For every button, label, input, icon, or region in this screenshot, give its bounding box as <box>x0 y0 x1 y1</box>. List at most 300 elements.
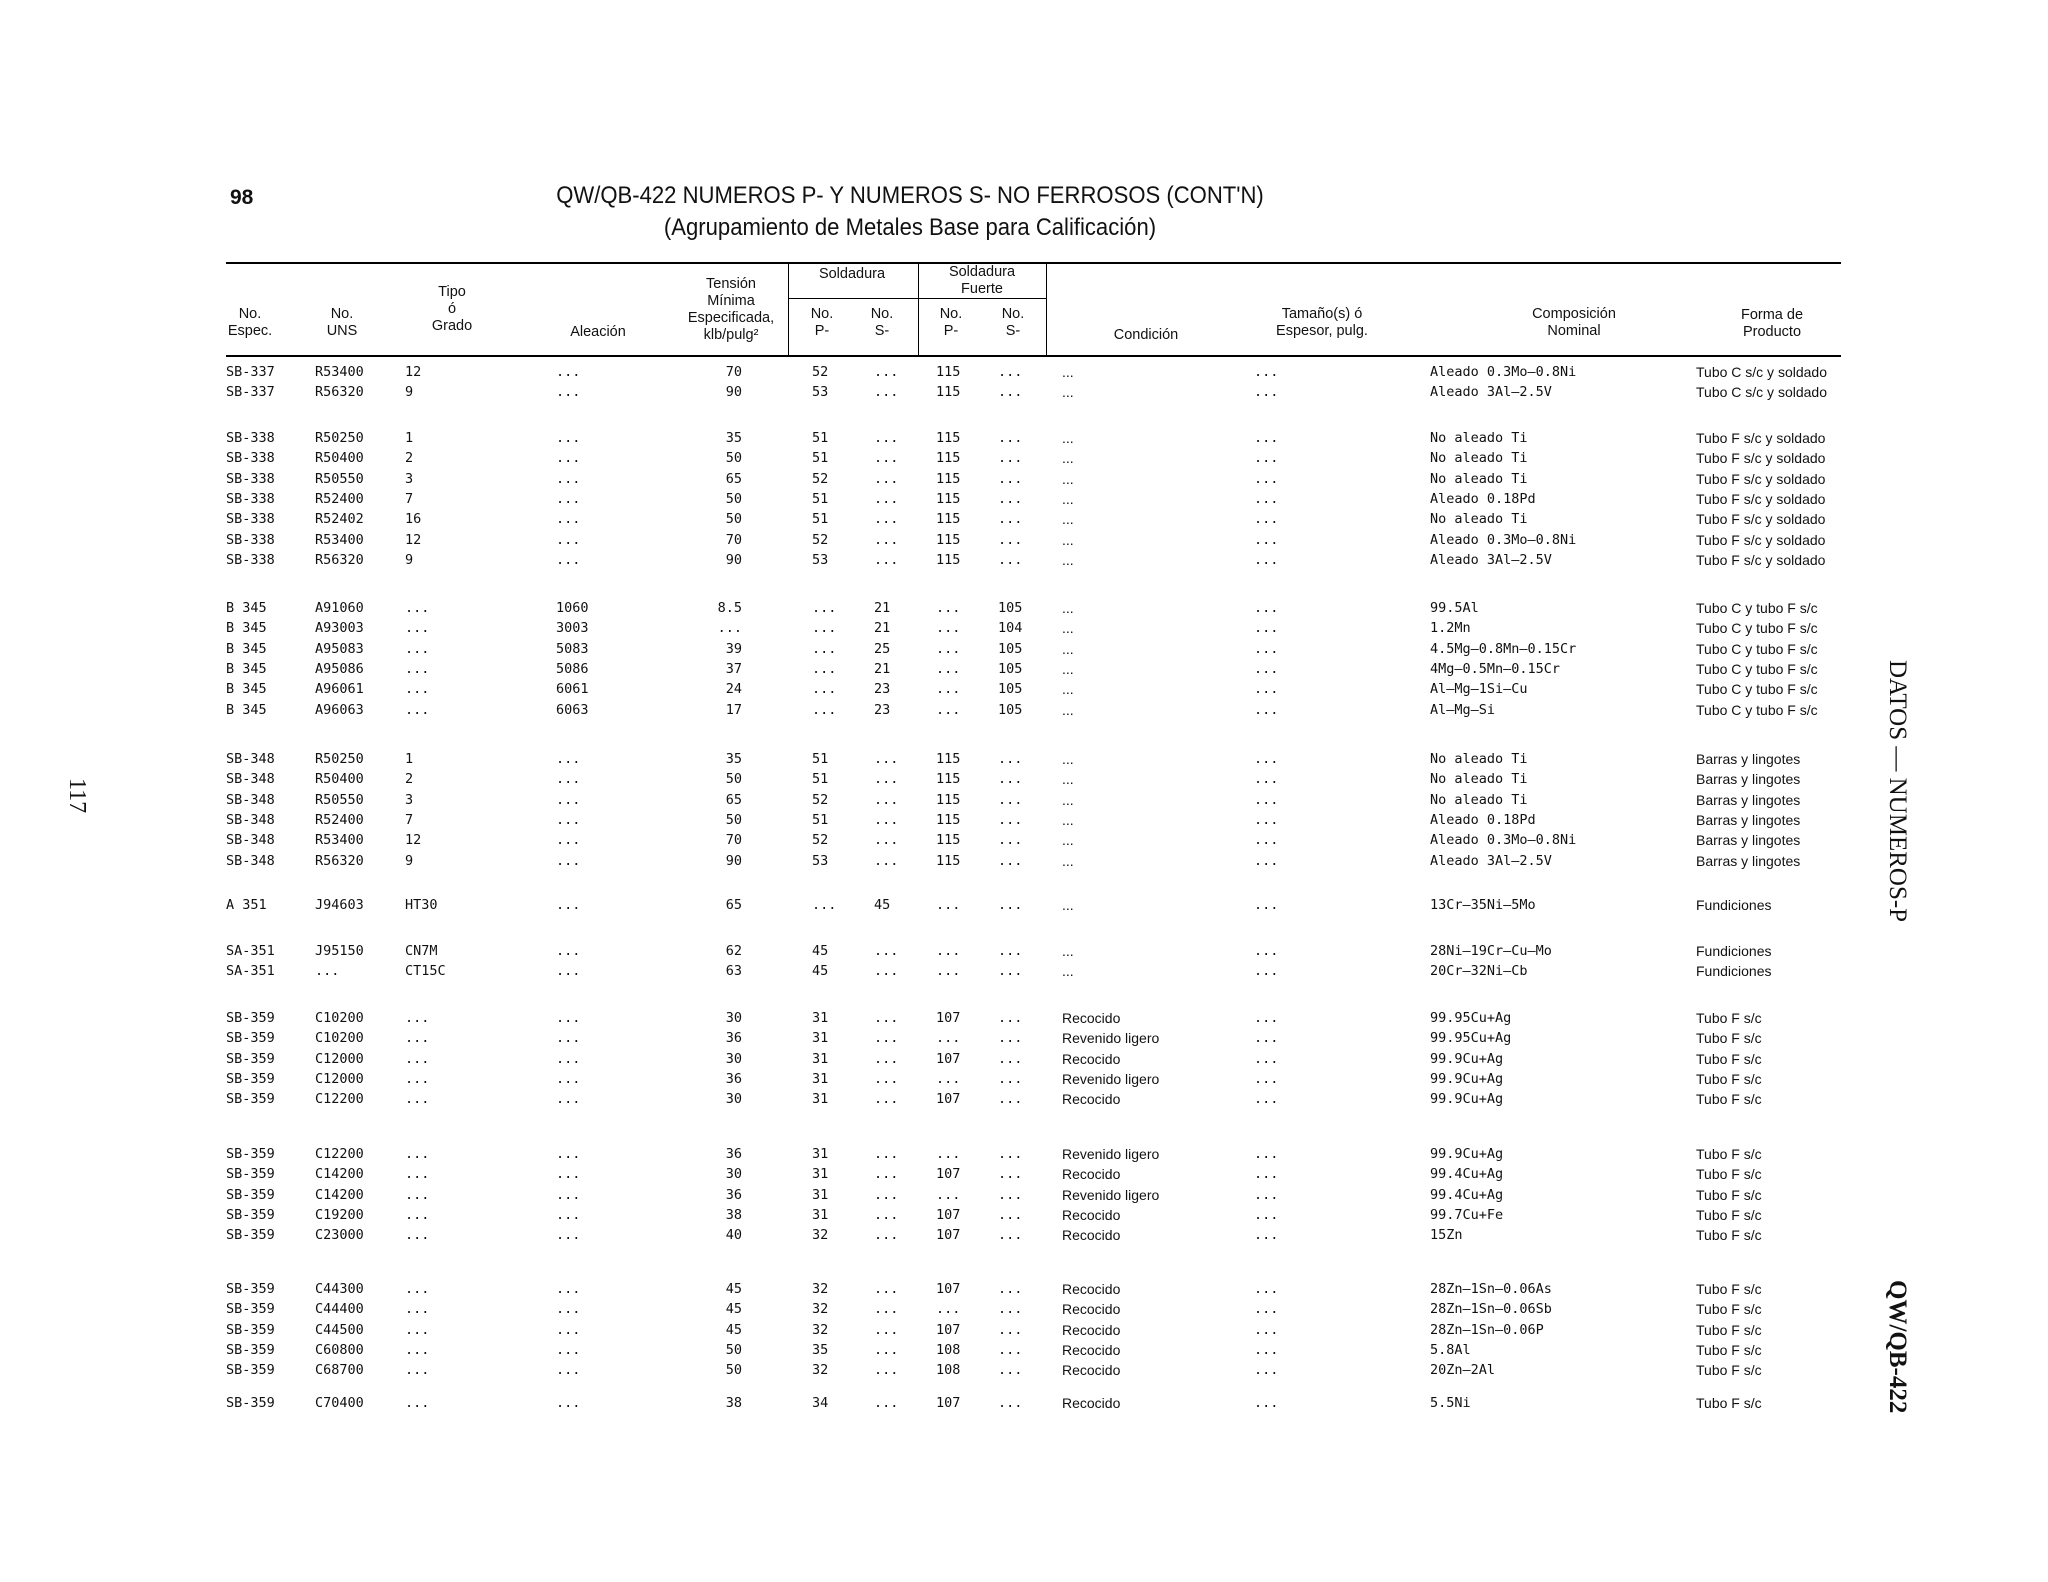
cell-p-no-brazing: 115 <box>936 852 961 869</box>
cell-tipo: ... <box>405 1206 430 1223</box>
cell-tension: 65 <box>725 897 742 913</box>
header-no-s2: No. S- <box>1001 306 1025 339</box>
cell-p-no: 32 <box>812 1362 829 1379</box>
cell-s-no-brazing: ... <box>998 1186 1023 1203</box>
cell-tension: 38 <box>725 1206 742 1223</box>
cell-p-no-brazing: 115 <box>936 811 961 828</box>
cell-condicion: Recocido <box>1062 1281 1121 1297</box>
cell-forma: Barras y lingotes <box>1696 771 1801 788</box>
cell-tamano: ... <box>1254 1166 1279 1183</box>
cell-s-no: 21 <box>874 660 891 677</box>
cell-aleacion: ... <box>556 531 581 548</box>
header-no-s: No. S- <box>870 306 894 339</box>
cell-composicion: 20Cr–32Ni–Cb <box>1430 963 1528 980</box>
cell-p-no: 51 <box>812 450 829 467</box>
cell-tamano: ... <box>1254 1321 1279 1338</box>
cell-s-no: ... <box>874 1395 899 1411</box>
cell-tipo: ... <box>405 620 430 637</box>
header-divider <box>788 298 1046 299</box>
cell-p-no-brazing: 107 <box>936 1395 961 1411</box>
cell-composicion: No aleado Ti <box>1430 470 1528 487</box>
cell-s-no-brazing: ... <box>998 1166 1023 1183</box>
cell-s-no: ... <box>874 1301 899 1318</box>
cell-tension: 50 <box>725 1341 742 1358</box>
cell-p-no: 51 <box>812 811 829 828</box>
cell-tamano: ... <box>1254 1281 1279 1297</box>
cell-tension: 50 <box>725 450 742 467</box>
cell-s-no-brazing: ... <box>998 1281 1023 1297</box>
cell-tipo: 3 <box>405 470 414 487</box>
cell-composicion: 28Zn–1Sn–0.06P <box>1430 1321 1544 1338</box>
cell-uns: J95150 <box>315 943 364 959</box>
cell-forma: Tubo F s/c y soldado <box>1696 531 1826 548</box>
cell-s-no: ... <box>874 1070 899 1087</box>
cell-forma: Tubo C y tubo F s/c <box>1696 600 1818 616</box>
cell-tipo: 2 <box>405 450 414 467</box>
cell-s-no-brazing: ... <box>998 811 1023 828</box>
cell-condicion: ... <box>1062 531 1074 548</box>
cell-p-no-brazing: ... <box>936 640 961 657</box>
cell-tamano: ... <box>1254 600 1279 616</box>
cell-p-no-brazing: 115 <box>936 430 961 446</box>
cell-s-no: ... <box>874 531 899 548</box>
cell-tipo: ... <box>405 1301 430 1318</box>
cell-p-no-brazing: ... <box>936 897 961 913</box>
cell-aleacion: ... <box>556 1321 581 1338</box>
cell-aleacion: ... <box>556 791 581 808</box>
cell-composicion: Aleado 3Al–2.5V <box>1430 384 1552 401</box>
cell-aleacion: ... <box>556 1050 581 1067</box>
cell-forma: Fundiciones <box>1696 963 1772 980</box>
cell-composicion: 99.4Cu+Ag <box>1430 1166 1504 1183</box>
cell-s-no: ... <box>874 1030 899 1047</box>
cell-composicion: 99.9Cu+Ag <box>1430 1091 1504 1108</box>
cell-tension: 62 <box>725 943 742 959</box>
cell-aleacion: ... <box>556 897 581 913</box>
cell-condicion: ... <box>1062 897 1074 913</box>
cell-composicion: No aleado Ti <box>1430 791 1528 808</box>
cell-tipo: ... <box>405 701 430 718</box>
cell-p-no-brazing: 115 <box>936 791 961 808</box>
cell-condicion: ... <box>1062 430 1074 446</box>
cell-forma: Tubo C y tubo F s/c <box>1696 640 1818 657</box>
cell-tipo: 9 <box>405 852 414 869</box>
cell-aleacion: ... <box>556 1362 581 1379</box>
cell-uns: ... <box>315 963 340 980</box>
cell-forma: Tubo F s/c y soldado <box>1696 430 1826 446</box>
cell-s-no-brazing: 105 <box>998 701 1023 718</box>
cell-aleacion: ... <box>556 811 581 828</box>
cell-forma: Tubo F s/c <box>1696 1362 1762 1379</box>
cell-s-no-brazing: ... <box>998 430 1023 446</box>
cell-p-no-brazing: ... <box>936 1030 961 1047</box>
cell-forma: Tubo F s/c <box>1696 1186 1762 1203</box>
cell-s-no: ... <box>874 832 899 849</box>
cell-tipo: ... <box>405 1341 430 1358</box>
cell-tension: 50 <box>725 1362 742 1379</box>
cell-tension: 45 <box>725 1281 742 1297</box>
cell-tamano: ... <box>1254 1091 1279 1108</box>
cell-p-no-brazing: ... <box>936 701 961 718</box>
cell-spec: SB-348 <box>226 771 275 788</box>
cell-tipo: ... <box>405 1395 430 1411</box>
cell-s-no-brazing: ... <box>998 1070 1023 1087</box>
cell-tension: 17 <box>725 701 742 718</box>
cell-s-no-brazing: ... <box>998 1341 1023 1358</box>
cell-tamano: ... <box>1254 852 1279 869</box>
cell-condicion: ... <box>1062 943 1074 959</box>
cell-s-no-brazing: ... <box>998 771 1023 788</box>
cell-p-no: 32 <box>812 1301 829 1318</box>
cell-uns: A95083 <box>315 640 364 657</box>
cell-spec: SA-351 <box>226 943 275 959</box>
cell-tipo: 3 <box>405 791 414 808</box>
cell-forma: Tubo F s/c <box>1696 1030 1762 1047</box>
cell-composicion: 99.7Cu+Fe <box>1430 1206 1504 1223</box>
cell-uns: C70400 <box>315 1395 364 1411</box>
cell-uns: R50400 <box>315 771 364 788</box>
cell-tamano: ... <box>1254 490 1279 507</box>
cell-condicion: Revenido ligero <box>1062 1186 1160 1203</box>
cell-aleacion: ... <box>556 852 581 869</box>
cell-s-no: ... <box>874 1341 899 1358</box>
cell-composicion: 28Ni–19Cr–Cu–Mo <box>1430 943 1552 959</box>
cell-tipo: ... <box>405 640 430 657</box>
cell-composicion: 13Cr–35Ni–5Mo <box>1430 897 1536 913</box>
cell-spec: SB-348 <box>226 751 275 767</box>
cell-tipo: ... <box>405 1010 430 1026</box>
cell-tension: 45 <box>725 1301 742 1318</box>
cell-tipo: ... <box>405 1030 430 1047</box>
cell-composicion: 5.8Al <box>1430 1341 1471 1358</box>
cell-spec: SB-348 <box>226 852 275 869</box>
cell-tension: 39 <box>725 640 742 657</box>
cell-uns: C44400 <box>315 1301 364 1318</box>
cell-s-no: 45 <box>874 897 891 913</box>
cell-condicion: ... <box>1062 791 1074 808</box>
cell-s-no-brazing: ... <box>998 1395 1023 1411</box>
cell-forma: Barras y lingotes <box>1696 791 1801 808</box>
cell-s-no-brazing: ... <box>998 852 1023 869</box>
cell-uns: C14200 <box>315 1166 364 1183</box>
cell-p-no-brazing: ... <box>936 1301 961 1318</box>
cell-s-no: ... <box>874 852 899 869</box>
cell-forma: Tubo F s/c <box>1696 1070 1762 1087</box>
cell-spec: SB-338 <box>226 450 275 467</box>
cell-spec: SB-359 <box>226 1321 275 1338</box>
title-line-2: (Agrupamiento de Metales Base para Calificación) <box>663 214 1157 241</box>
cell-s-no: ... <box>874 1227 899 1244</box>
side-running-head-bottom: QW/QB-422 <box>1884 1280 1911 1414</box>
cell-tension: 36 <box>725 1186 742 1203</box>
cell-forma: Tubo C y tubo F s/c <box>1696 620 1818 637</box>
cell-uns: C44500 <box>315 1321 364 1338</box>
side-running-head <box>1886 660 1936 1420</box>
cell-s-no: ... <box>874 943 899 959</box>
cell-uns: C14200 <box>315 1186 364 1203</box>
cell-forma: Tubo F s/c <box>1696 1010 1762 1026</box>
cell-tipo: ... <box>405 1091 430 1108</box>
table-header-rule <box>226 355 1841 357</box>
cell-tamano: ... <box>1254 811 1279 828</box>
cell-tension: 30 <box>725 1010 742 1026</box>
cell-condicion: ... <box>1062 551 1074 568</box>
cell-tension: 45 <box>725 1321 742 1338</box>
cell-uns: R53400 <box>315 364 364 380</box>
cell-s-no-brazing: ... <box>998 1050 1023 1067</box>
cell-condicion: Recocido <box>1062 1091 1121 1108</box>
cell-composicion: 15Zn <box>1430 1227 1463 1244</box>
cell-composicion: 99.4Cu+Ag <box>1430 1186 1504 1203</box>
cell-aleacion: ... <box>556 832 581 849</box>
cell-spec: SB-359 <box>226 1281 275 1297</box>
cell-aleacion: ... <box>556 1206 581 1223</box>
cell-tipo: 7 <box>405 490 414 507</box>
cell-condicion: ... <box>1062 660 1074 677</box>
page-title <box>0 180 1820 244</box>
cell-s-no-brazing: 105 <box>998 681 1023 698</box>
cell-tension: 38 <box>725 1395 742 1411</box>
cell-tamano: ... <box>1254 1362 1279 1379</box>
cell-spec: SB-359 <box>226 1166 275 1183</box>
cell-spec: SB-359 <box>226 1341 275 1358</box>
cell-s-no: ... <box>874 430 899 446</box>
cell-p-no: 31 <box>812 1030 829 1047</box>
cell-p-no: ... <box>812 701 837 718</box>
cell-tension: 50 <box>725 511 742 528</box>
cell-s-no: 23 <box>874 681 891 698</box>
cell-p-no: 52 <box>812 531 829 548</box>
cell-condicion: Recocido <box>1062 1301 1121 1318</box>
cell-s-no: ... <box>874 1281 899 1297</box>
cell-s-no-brazing: ... <box>998 551 1023 568</box>
cell-forma: Tubo F s/c y soldado <box>1696 490 1826 507</box>
cell-aleacion: 6061 <box>556 681 589 698</box>
cell-uns: R50550 <box>315 470 364 487</box>
cell-forma: Tubo F s/c <box>1696 1301 1762 1318</box>
cell-tamano: ... <box>1254 1301 1279 1318</box>
header-divider <box>788 262 789 355</box>
cell-aleacion: 5083 <box>556 640 589 657</box>
cell-tamano: ... <box>1254 701 1279 718</box>
cell-p-no-brazing: 115 <box>936 771 961 788</box>
cell-spec: SA-351 <box>226 963 275 980</box>
cell-uns: A96063 <box>315 701 364 718</box>
cell-s-no: ... <box>874 1206 899 1223</box>
cell-p-no: 45 <box>812 943 829 959</box>
cell-aleacion: ... <box>556 1166 581 1183</box>
cell-forma: Tubo F s/c <box>1696 1206 1762 1223</box>
cell-p-no: 32 <box>812 1321 829 1338</box>
cell-s-no-brazing: ... <box>998 364 1023 380</box>
cell-composicion: Aleado 3Al–2.5V <box>1430 852 1552 869</box>
cell-condicion: Recocido <box>1062 1341 1121 1358</box>
cell-p-no: 52 <box>812 832 829 849</box>
cell-composicion: 1.2Mn <box>1430 620 1471 637</box>
cell-uns: C68700 <box>315 1362 364 1379</box>
cell-tension: 70 <box>725 364 742 380</box>
cell-s-no-brazing: ... <box>998 943 1023 959</box>
cell-p-no-brazing: 107 <box>936 1010 961 1026</box>
cell-uns: C12200 <box>315 1146 364 1162</box>
title-line-1: QW/QB-422 NUMEROS P- Y NUMEROS S- NO FERROSOS (CONT'N) <box>556 182 1264 209</box>
cell-composicion: Al–Mg–Si <box>1430 701 1496 718</box>
cell-s-no: ... <box>874 1010 899 1026</box>
cell-p-no-brazing: ... <box>936 681 961 698</box>
cell-composicion: Al–Mg–1Si–Cu <box>1430 681 1528 698</box>
cell-condicion: ... <box>1062 490 1074 507</box>
cell-p-no-brazing: 115 <box>936 531 961 548</box>
cell-condicion: ... <box>1062 771 1074 788</box>
cell-composicion: 99.9Cu+Ag <box>1430 1070 1504 1087</box>
cell-aleacion: ... <box>556 751 581 767</box>
cell-s-no: ... <box>874 490 899 507</box>
cell-condicion: ... <box>1062 852 1074 869</box>
cell-p-no: 31 <box>812 1206 829 1223</box>
cell-uns: A93003 <box>315 620 364 637</box>
cell-condicion: ... <box>1062 511 1074 528</box>
cell-tamano: ... <box>1254 897 1279 913</box>
cell-composicion: 4.5Mg–0.8Mn–0.15Cr <box>1430 640 1577 657</box>
cell-forma: Tubo F s/c <box>1696 1341 1762 1358</box>
cell-p-no: 31 <box>812 1166 829 1183</box>
cell-s-no-brazing: ... <box>998 1010 1023 1026</box>
cell-condicion: ... <box>1062 751 1074 767</box>
cell-aleacion: ... <box>556 1186 581 1203</box>
cell-tamano: ... <box>1254 791 1279 808</box>
cell-s-no-brazing: ... <box>998 450 1023 467</box>
cell-tension: 65 <box>725 791 742 808</box>
cell-forma: Tubo F s/c <box>1696 1091 1762 1108</box>
cell-tamano: ... <box>1254 1010 1279 1026</box>
cell-spec: SB-359 <box>226 1146 275 1162</box>
cell-tension: 36 <box>725 1070 742 1087</box>
cell-tipo: ... <box>405 681 430 698</box>
cell-spec: SB-359 <box>226 1206 275 1223</box>
cell-spec: B 345 <box>226 640 267 657</box>
cell-tipo: ... <box>405 600 430 616</box>
cell-composicion: 28Zn–1Sn–0.06Sb <box>1430 1301 1552 1318</box>
cell-tipo: 2 <box>405 771 414 788</box>
header-aleacion: Aleación <box>570 324 626 340</box>
cell-uns: R50550 <box>315 791 364 808</box>
cell-composicion: No aleado Ti <box>1430 450 1528 467</box>
cell-s-no: ... <box>874 811 899 828</box>
cell-condicion: ... <box>1062 364 1074 380</box>
cell-p-no-brazing: 107 <box>936 1050 961 1067</box>
cell-tamano: ... <box>1254 384 1279 401</box>
cell-tipo: 12 <box>405 531 422 548</box>
header-soldadura-fuerte: Soldadura Fuerte <box>948 264 1016 297</box>
cell-uns: C19200 <box>315 1206 364 1223</box>
cell-condicion: Revenido ligero <box>1062 1146 1160 1162</box>
cell-aleacion: ... <box>556 364 581 380</box>
cell-tamano: ... <box>1254 681 1279 698</box>
cell-forma: Tubo C s/c y soldado <box>1696 384 1827 401</box>
cell-tamano: ... <box>1254 1206 1279 1223</box>
cell-condicion: Recocido <box>1062 1166 1121 1183</box>
cell-composicion: 5.5Ni <box>1430 1395 1471 1411</box>
header-no-p2: No. P- <box>939 306 963 339</box>
cell-forma: Tubo F s/c <box>1696 1146 1762 1162</box>
cell-s-no: 21 <box>874 620 891 637</box>
header-soldadura: Soldadura <box>818 266 886 282</box>
cell-p-no: 51 <box>812 490 829 507</box>
header-tamano: Tamaño(s) ó Espesor, pulg. <box>1276 306 1368 339</box>
cell-composicion: 99.9Cu+Ag <box>1430 1050 1504 1067</box>
header-espec: No. Espec. <box>227 306 273 339</box>
cell-condicion: Recocido <box>1062 1050 1121 1067</box>
cell-tipo: HT30 <box>405 897 438 913</box>
cell-tipo: ... <box>405 1281 430 1297</box>
cell-aleacion: ... <box>556 511 581 528</box>
cell-aleacion: ... <box>556 1395 581 1411</box>
cell-s-no-brazing: 105 <box>998 600 1023 616</box>
cell-tension: 50 <box>725 811 742 828</box>
cell-s-no: ... <box>874 384 899 401</box>
header-uns: No. UNS <box>326 306 358 339</box>
cell-spec: SB-359 <box>226 1010 275 1026</box>
header-divider <box>1046 262 1047 355</box>
cell-condicion: ... <box>1062 681 1074 698</box>
cell-p-no: 51 <box>812 511 829 528</box>
cell-spec: SB-359 <box>226 1227 275 1244</box>
cell-aleacion: ... <box>556 450 581 467</box>
cell-aleacion: ... <box>556 1070 581 1087</box>
cell-p-no-brazing: ... <box>936 1146 961 1162</box>
cell-forma: Tubo F s/c <box>1696 1395 1762 1411</box>
cell-s-no-brazing: 105 <box>998 640 1023 657</box>
cell-p-no: ... <box>812 681 837 698</box>
cell-p-no-brazing: ... <box>936 1186 961 1203</box>
cell-tipo: ... <box>405 1166 430 1183</box>
cell-condicion: ... <box>1062 963 1074 980</box>
cell-spec: SB-359 <box>226 1301 275 1318</box>
cell-tamano: ... <box>1254 1186 1279 1203</box>
header-tipo: Tipo ó Grado <box>431 284 473 334</box>
cell-tamano: ... <box>1254 531 1279 548</box>
header-divider <box>918 262 919 355</box>
cell-composicion: 99.95Cu+Ag <box>1430 1010 1512 1026</box>
cell-s-no-brazing: ... <box>998 511 1023 528</box>
cell-s-no: ... <box>874 1362 899 1379</box>
cell-forma: Fundiciones <box>1696 897 1772 913</box>
cell-forma: Tubo F s/c y soldado <box>1696 470 1826 487</box>
cell-composicion: Aleado 0.3Mo–0.8Ni <box>1430 364 1577 380</box>
cell-tamano: ... <box>1254 751 1279 767</box>
cell-p-no-brazing: 107 <box>936 1281 961 1297</box>
cell-aleacion: ... <box>556 1281 581 1297</box>
cell-spec: SB-348 <box>226 791 275 808</box>
cell-s-no: ... <box>874 511 899 528</box>
cell-uns: R53400 <box>315 531 364 548</box>
cell-p-no: 52 <box>812 470 829 487</box>
cell-p-no: 53 <box>812 852 829 869</box>
cell-p-no: 31 <box>812 1010 829 1026</box>
cell-p-no-brazing: 115 <box>936 751 961 767</box>
cell-p-no-brazing: ... <box>936 620 961 637</box>
cell-aleacion: ... <box>556 430 581 446</box>
cell-spec: SB-359 <box>226 1362 275 1379</box>
cell-p-no: 51 <box>812 771 829 788</box>
cell-aleacion: 1060 <box>556 600 589 616</box>
cell-uns: C12000 <box>315 1050 364 1067</box>
cell-composicion: Aleado 3Al–2.5V <box>1430 551 1552 568</box>
cell-tension: 65 <box>725 470 742 487</box>
cell-spec: SB-338 <box>226 531 275 548</box>
cell-tamano: ... <box>1254 470 1279 487</box>
cell-aleacion: ... <box>556 963 581 980</box>
